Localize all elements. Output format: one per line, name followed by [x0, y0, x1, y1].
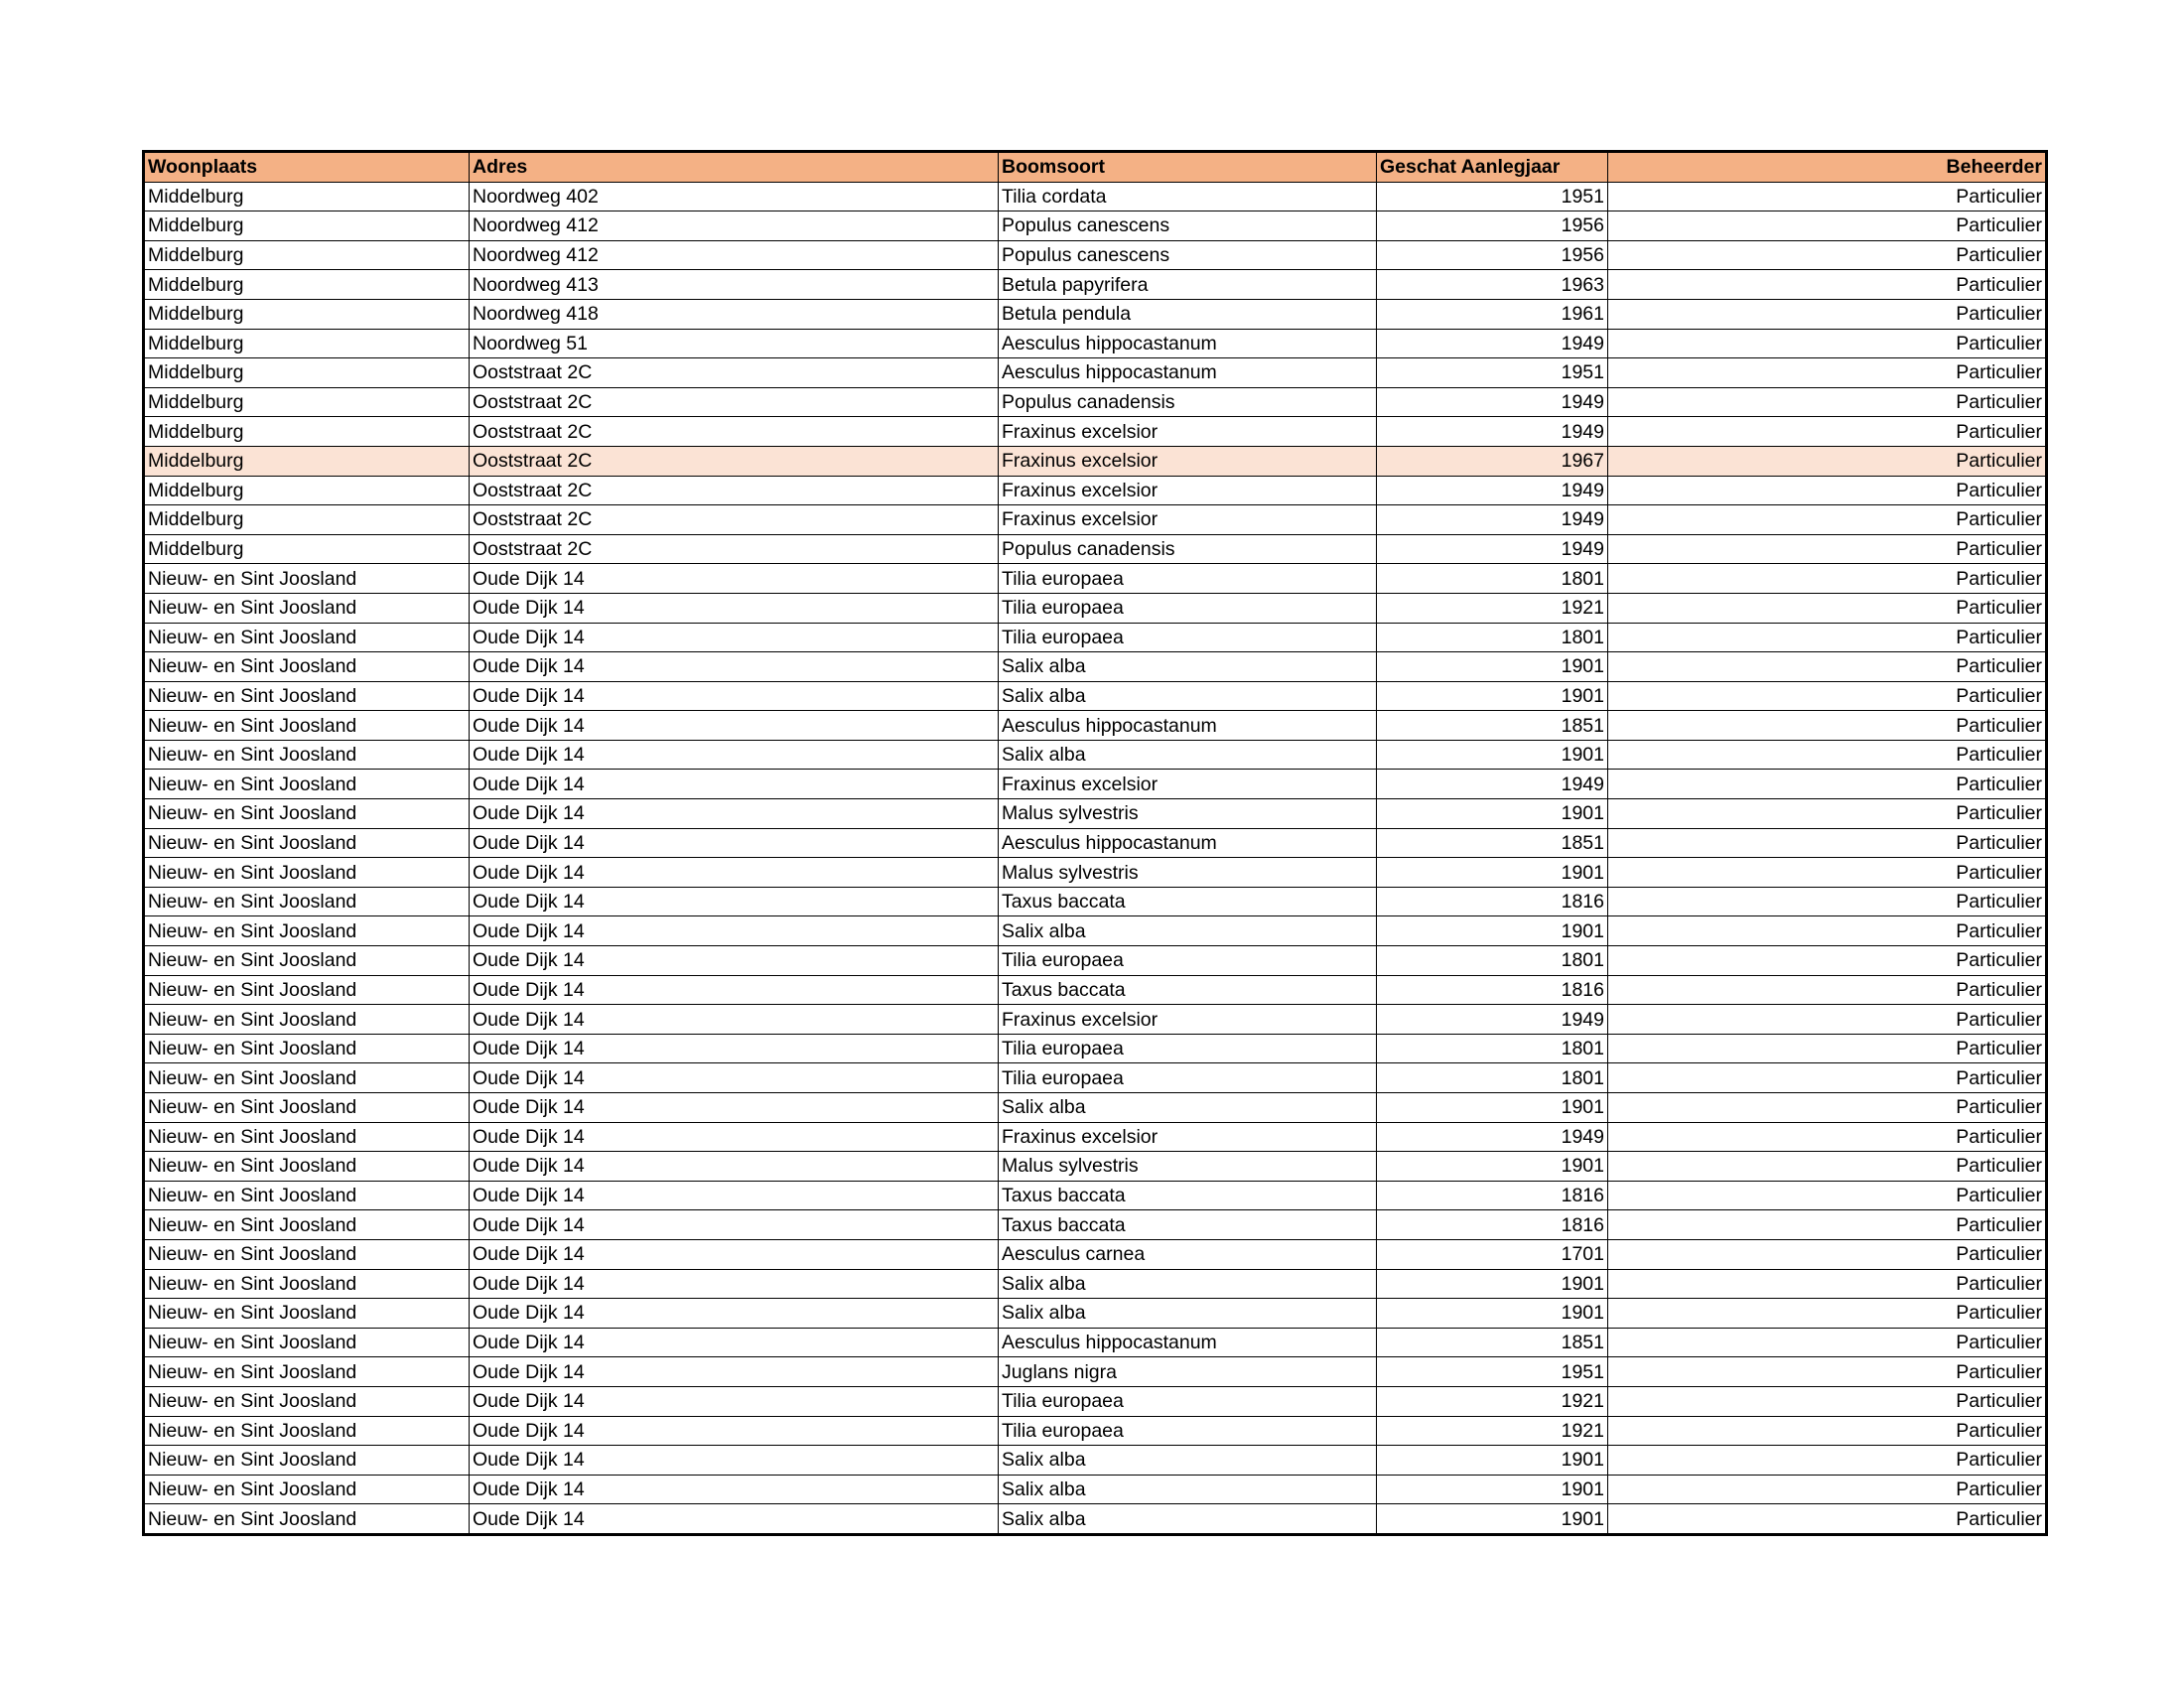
cell-woonplaats: Nieuw- en Sint Joosland [144, 1328, 470, 1357]
cell-adres: Noordweg 412 [470, 240, 999, 270]
cell-woonplaats: Nieuw- en Sint Joosland [144, 1181, 470, 1210]
cell-boomsoort: Salix alba [999, 652, 1377, 682]
cell-boomsoort: Aesculus hippocastanum [999, 329, 1377, 358]
table-row [144, 211, 2047, 241]
cell-adres: Ooststraat 2C [470, 534, 999, 564]
table-row [144, 505, 2047, 535]
table-row [144, 740, 2047, 770]
cell-beheerder: Particulier [1608, 240, 2047, 270]
cell-woonplaats: Nieuw- en Sint Joosland [144, 1005, 470, 1035]
cell-adres: Oude Dijk 14 [470, 1475, 999, 1504]
cell-beheerder: Particulier [1608, 182, 2047, 211]
cell-adres: Oude Dijk 14 [470, 1239, 999, 1269]
cell-boomsoort: Fraxinus excelsior [999, 417, 1377, 447]
cell-adres: Oude Dijk 14 [470, 1152, 999, 1182]
cell-woonplaats: Nieuw- en Sint Joosland [144, 1475, 470, 1504]
cell-boomsoort: Tilia europaea [999, 1034, 1377, 1063]
table-row [144, 1239, 2047, 1269]
cell-adres: Oude Dijk 14 [470, 1005, 999, 1035]
cell-adres: Ooststraat 2C [470, 387, 999, 417]
cell-boomsoort: Salix alba [999, 1475, 1377, 1504]
cell-adres: Ooststraat 2C [470, 417, 999, 447]
cell-adres: Ooststraat 2C [470, 505, 999, 535]
cell-beheerder: Particulier [1608, 299, 2047, 329]
cell-adres: Oude Dijk 14 [470, 799, 999, 829]
cell-aanlegjaar: 1801 [1377, 1034, 1608, 1063]
cell-woonplaats: Middelburg [144, 270, 470, 300]
cell-adres: Oude Dijk 14 [470, 770, 999, 799]
cell-adres: Oude Dijk 14 [470, 916, 999, 946]
cell-beheerder: Particulier [1608, 329, 2047, 358]
cell-beheerder: Particulier [1608, 446, 2047, 476]
cell-woonplaats: Nieuw- en Sint Joosland [144, 652, 470, 682]
cell-boomsoort: Populus canescens [999, 211, 1377, 241]
cell-beheerder: Particulier [1608, 534, 2047, 564]
table-row [144, 828, 2047, 858]
cell-beheerder: Particulier [1608, 564, 2047, 594]
table-row [144, 593, 2047, 623]
cell-boomsoort: Tilia europaea [999, 1416, 1377, 1446]
cell-adres: Oude Dijk 14 [470, 1210, 999, 1240]
cell-adres: Ooststraat 2C [470, 358, 999, 388]
cell-woonplaats: Nieuw- en Sint Joosland [144, 916, 470, 946]
tree-register-table [142, 150, 2048, 1536]
cell-boomsoort: Salix alba [999, 681, 1377, 711]
table-row [144, 623, 2047, 652]
cell-woonplaats: Middelburg [144, 299, 470, 329]
cell-aanlegjaar: 1951 [1377, 1357, 1608, 1387]
cell-woonplaats: Nieuw- en Sint Joosland [144, 858, 470, 888]
cell-boomsoort: Tilia europaea [999, 564, 1377, 594]
cell-aanlegjaar: 1921 [1377, 1386, 1608, 1416]
cell-boomsoort: Tilia europaea [999, 593, 1377, 623]
cell-beheerder: Particulier [1608, 1299, 2047, 1329]
cell-adres: Ooststraat 2C [470, 476, 999, 505]
cell-boomsoort: Fraxinus excelsior [999, 476, 1377, 505]
cell-beheerder: Particulier [1608, 211, 2047, 241]
cell-boomsoort: Salix alba [999, 1504, 1377, 1535]
cell-adres: Oude Dijk 14 [470, 828, 999, 858]
cell-beheerder: Particulier [1608, 828, 2047, 858]
cell-boomsoort: Aesculus carnea [999, 1239, 1377, 1269]
table-row [144, 799, 2047, 829]
table-row [144, 476, 2047, 505]
cell-aanlegjaar: 1901 [1377, 1093, 1608, 1123]
cell-woonplaats: Nieuw- en Sint Joosland [144, 681, 470, 711]
cell-beheerder: Particulier [1608, 887, 2047, 916]
column-header-beheerder: Beheerder [1608, 152, 2047, 183]
cell-woonplaats: Nieuw- en Sint Joosland [144, 1357, 470, 1387]
cell-boomsoort: Fraxinus excelsior [999, 1005, 1377, 1035]
cell-woonplaats: Nieuw- en Sint Joosland [144, 711, 470, 741]
cell-aanlegjaar: 1949 [1377, 417, 1608, 447]
header-row [144, 152, 2047, 183]
cell-aanlegjaar: 1901 [1377, 1152, 1608, 1182]
table-body [144, 182, 2047, 1534]
cell-aanlegjaar: 1901 [1377, 858, 1608, 888]
cell-woonplaats: Middelburg [144, 387, 470, 417]
cell-beheerder: Particulier [1608, 770, 2047, 799]
table-row [144, 1181, 2047, 1210]
cell-boomsoort: Tilia europaea [999, 1063, 1377, 1093]
table-row [144, 1299, 2047, 1329]
cell-boomsoort: Fraxinus excelsior [999, 446, 1377, 476]
cell-aanlegjaar: 1901 [1377, 652, 1608, 682]
cell-woonplaats: Middelburg [144, 534, 470, 564]
cell-beheerder: Particulier [1608, 711, 2047, 741]
cell-aanlegjaar: 1956 [1377, 211, 1608, 241]
table-row [144, 534, 2047, 564]
table-row [144, 446, 2047, 476]
cell-boomsoort: Aesculus hippocastanum [999, 358, 1377, 388]
table-row [144, 1152, 2047, 1182]
cell-aanlegjaar: 1901 [1377, 1269, 1608, 1299]
cell-boomsoort: Malus sylvestris [999, 799, 1377, 829]
cell-beheerder: Particulier [1608, 1181, 2047, 1210]
cell-woonplaats: Middelburg [144, 358, 470, 388]
cell-beheerder: Particulier [1608, 358, 2047, 388]
cell-beheerder: Particulier [1608, 652, 2047, 682]
cell-aanlegjaar: 1801 [1377, 1063, 1608, 1093]
cell-aanlegjaar: 1949 [1377, 505, 1608, 535]
cell-beheerder: Particulier [1608, 1210, 2047, 1240]
cell-boomsoort: Tilia europaea [999, 1386, 1377, 1416]
cell-aanlegjaar: 1816 [1377, 1181, 1608, 1210]
cell-woonplaats: Middelburg [144, 505, 470, 535]
cell-woonplaats: Nieuw- en Sint Joosland [144, 1416, 470, 1446]
cell-aanlegjaar: 1901 [1377, 1299, 1608, 1329]
cell-beheerder: Particulier [1608, 623, 2047, 652]
cell-adres: Oude Dijk 14 [470, 975, 999, 1005]
cell-aanlegjaar: 1949 [1377, 1122, 1608, 1152]
cell-beheerder: Particulier [1608, 1328, 2047, 1357]
cell-aanlegjaar: 1901 [1377, 1446, 1608, 1476]
cell-adres: Oude Dijk 14 [470, 564, 999, 594]
cell-beheerder: Particulier [1608, 476, 2047, 505]
cell-beheerder: Particulier [1608, 740, 2047, 770]
cell-aanlegjaar: 1949 [1377, 534, 1608, 564]
cell-beheerder: Particulier [1608, 417, 2047, 447]
cell-boomsoort: Salix alba [999, 916, 1377, 946]
cell-beheerder: Particulier [1608, 1446, 2047, 1476]
cell-woonplaats: Nieuw- en Sint Joosland [144, 1034, 470, 1063]
cell-beheerder: Particulier [1608, 681, 2047, 711]
column-header-aanlegjaar: Geschat Aanlegjaar [1377, 152, 1608, 183]
cell-woonplaats: Nieuw- en Sint Joosland [144, 770, 470, 799]
cell-woonplaats: Nieuw- en Sint Joosland [144, 1152, 470, 1182]
cell-aanlegjaar: 1961 [1377, 299, 1608, 329]
cell-woonplaats: Middelburg [144, 240, 470, 270]
cell-woonplaats: Nieuw- en Sint Joosland [144, 593, 470, 623]
table-row [144, 182, 2047, 211]
cell-aanlegjaar: 1951 [1377, 358, 1608, 388]
cell-boomsoort: Fraxinus excelsior [999, 770, 1377, 799]
table-row [144, 387, 2047, 417]
cell-adres: Oude Dijk 14 [470, 887, 999, 916]
table-row [144, 1210, 2047, 1240]
cell-aanlegjaar: 1901 [1377, 1504, 1608, 1535]
cell-adres: Oude Dijk 14 [470, 1299, 999, 1329]
cell-beheerder: Particulier [1608, 1504, 2047, 1535]
cell-beheerder: Particulier [1608, 1005, 2047, 1035]
cell-boomsoort: Taxus baccata [999, 975, 1377, 1005]
cell-aanlegjaar: 1901 [1377, 681, 1608, 711]
cell-beheerder: Particulier [1608, 593, 2047, 623]
cell-boomsoort: Salix alba [999, 1093, 1377, 1123]
cell-beheerder: Particulier [1608, 387, 2047, 417]
cell-boomsoort: Taxus baccata [999, 1210, 1377, 1240]
cell-adres: Oude Dijk 14 [470, 1328, 999, 1357]
cell-woonplaats: Nieuw- en Sint Joosland [144, 946, 470, 976]
table-row [144, 887, 2047, 916]
table-row [144, 1475, 2047, 1504]
cell-boomsoort: Populus canescens [999, 240, 1377, 270]
cell-woonplaats: Nieuw- en Sint Joosland [144, 828, 470, 858]
table-row [144, 270, 2047, 300]
cell-beheerder: Particulier [1608, 1063, 2047, 1093]
cell-woonplaats: Nieuw- en Sint Joosland [144, 1063, 470, 1093]
cell-beheerder: Particulier [1608, 1239, 2047, 1269]
cell-boomsoort: Fraxinus excelsior [999, 505, 1377, 535]
table-row [144, 358, 2047, 388]
cell-boomsoort: Aesculus hippocastanum [999, 1328, 1377, 1357]
cell-beheerder: Particulier [1608, 1475, 2047, 1504]
table-row [144, 946, 2047, 976]
table-row [144, 1446, 2047, 1476]
cell-adres: Oude Dijk 14 [470, 1269, 999, 1299]
cell-beheerder: Particulier [1608, 1034, 2047, 1063]
cell-beheerder: Particulier [1608, 975, 2047, 1005]
cell-woonplaats: Middelburg [144, 211, 470, 241]
cell-woonplaats: Nieuw- en Sint Joosland [144, 1504, 470, 1535]
cell-adres: Noordweg 413 [470, 270, 999, 300]
cell-aanlegjaar: 1801 [1377, 946, 1608, 976]
cell-woonplaats: Nieuw- en Sint Joosland [144, 623, 470, 652]
cell-woonplaats: Middelburg [144, 329, 470, 358]
cell-adres: Oude Dijk 14 [470, 1386, 999, 1416]
cell-aanlegjaar: 1949 [1377, 476, 1608, 505]
cell-woonplaats: Nieuw- en Sint Joosland [144, 887, 470, 916]
table-row [144, 1269, 2047, 1299]
cell-aanlegjaar: 1949 [1377, 770, 1608, 799]
cell-boomsoort: Aesculus hippocastanum [999, 828, 1377, 858]
cell-aanlegjaar: 1956 [1377, 240, 1608, 270]
cell-adres: Oude Dijk 14 [470, 1416, 999, 1446]
cell-beheerder: Particulier [1608, 505, 2047, 535]
cell-beheerder: Particulier [1608, 1093, 2047, 1123]
cell-aanlegjaar: 1949 [1377, 329, 1608, 358]
table-row [144, 1416, 2047, 1446]
table-row [144, 1504, 2047, 1535]
table-row [144, 711, 2047, 741]
cell-adres: Noordweg 402 [470, 182, 999, 211]
cell-beheerder: Particulier [1608, 1416, 2047, 1446]
cell-boomsoort: Malus sylvestris [999, 1152, 1377, 1182]
cell-boomsoort: Populus canadensis [999, 534, 1377, 564]
cell-woonplaats: Nieuw- en Sint Joosland [144, 799, 470, 829]
cell-woonplaats: Nieuw- en Sint Joosland [144, 1122, 470, 1152]
cell-boomsoort: Juglans nigra [999, 1357, 1377, 1387]
cell-aanlegjaar: 1816 [1377, 1210, 1608, 1240]
cell-adres: Oude Dijk 14 [470, 1357, 999, 1387]
table-row [144, 858, 2047, 888]
cell-aanlegjaar: 1851 [1377, 1328, 1608, 1357]
table-row [144, 1005, 2047, 1035]
cell-beheerder: Particulier [1608, 858, 2047, 888]
cell-woonplaats: Middelburg [144, 417, 470, 447]
table-row [144, 1357, 2047, 1387]
cell-woonplaats: Nieuw- en Sint Joosland [144, 1386, 470, 1416]
cell-adres: Oude Dijk 14 [470, 1181, 999, 1210]
cell-woonplaats: Middelburg [144, 182, 470, 211]
cell-adres: Noordweg 412 [470, 211, 999, 241]
cell-aanlegjaar: 1901 [1377, 799, 1608, 829]
table-row [144, 975, 2047, 1005]
cell-adres: Oude Dijk 14 [470, 1093, 999, 1123]
table-row [144, 1122, 2047, 1152]
table-row [144, 329, 2047, 358]
cell-boomsoort: Tilia europaea [999, 623, 1377, 652]
cell-adres: Oude Dijk 14 [470, 593, 999, 623]
cell-adres: Oude Dijk 14 [470, 1446, 999, 1476]
cell-adres: Noordweg 51 [470, 329, 999, 358]
cell-beheerder: Particulier [1608, 1357, 2047, 1387]
cell-woonplaats: Middelburg [144, 446, 470, 476]
cell-woonplaats: Nieuw- en Sint Joosland [144, 564, 470, 594]
cell-boomsoort: Tilia cordata [999, 182, 1377, 211]
cell-aanlegjaar: 1949 [1377, 387, 1608, 417]
table-row [144, 417, 2047, 447]
cell-boomsoort: Salix alba [999, 1299, 1377, 1329]
cell-aanlegjaar: 1701 [1377, 1239, 1608, 1269]
cell-woonplaats: Middelburg [144, 476, 470, 505]
cell-beheerder: Particulier [1608, 1152, 2047, 1182]
cell-beheerder: Particulier [1608, 1122, 2047, 1152]
cell-woonplaats: Nieuw- en Sint Joosland [144, 975, 470, 1005]
cell-boomsoort: Taxus baccata [999, 887, 1377, 916]
cell-adres: Oude Dijk 14 [470, 623, 999, 652]
cell-beheerder: Particulier [1608, 946, 2047, 976]
cell-woonplaats: Nieuw- en Sint Joosland [144, 1239, 470, 1269]
cell-aanlegjaar: 1963 [1377, 270, 1608, 300]
cell-boomsoort: Malus sylvestris [999, 858, 1377, 888]
cell-boomsoort: Betula papyrifera [999, 270, 1377, 300]
cell-aanlegjaar: 1901 [1377, 740, 1608, 770]
cell-adres: Oude Dijk 14 [470, 1063, 999, 1093]
cell-adres: Oude Dijk 14 [470, 681, 999, 711]
cell-adres: Oude Dijk 14 [470, 946, 999, 976]
cell-boomsoort: Salix alba [999, 1269, 1377, 1299]
column-header-woonplaats: Woonplaats [144, 152, 470, 183]
table-row [144, 299, 2047, 329]
cell-woonplaats: Nieuw- en Sint Joosland [144, 740, 470, 770]
table-row [144, 1034, 2047, 1063]
cell-aanlegjaar: 1851 [1377, 828, 1608, 858]
table-row [144, 1063, 2047, 1093]
cell-adres: Ooststraat 2C [470, 446, 999, 476]
column-header-boomsoort: Boomsoort [999, 152, 1377, 183]
cell-aanlegjaar: 1949 [1377, 1005, 1608, 1035]
cell-beheerder: Particulier [1608, 1386, 2047, 1416]
cell-boomsoort: Fraxinus excelsior [999, 1122, 1377, 1152]
cell-aanlegjaar: 1801 [1377, 564, 1608, 594]
cell-adres: Oude Dijk 14 [470, 652, 999, 682]
table-row [144, 770, 2047, 799]
cell-beheerder: Particulier [1608, 1269, 2047, 1299]
cell-woonplaats: Nieuw- en Sint Joosland [144, 1210, 470, 1240]
cell-aanlegjaar: 1816 [1377, 975, 1608, 1005]
cell-adres: Oude Dijk 14 [470, 1504, 999, 1535]
cell-boomsoort: Aesculus hippocastanum [999, 711, 1377, 741]
cell-beheerder: Particulier [1608, 916, 2047, 946]
cell-boomsoort: Taxus baccata [999, 1181, 1377, 1210]
table-row [144, 564, 2047, 594]
cell-aanlegjaar: 1951 [1377, 182, 1608, 211]
cell-aanlegjaar: 1816 [1377, 887, 1608, 916]
cell-aanlegjaar: 1851 [1377, 711, 1608, 741]
cell-woonplaats: Nieuw- en Sint Joosland [144, 1299, 470, 1329]
table-row [144, 652, 2047, 682]
cell-adres: Oude Dijk 14 [470, 1034, 999, 1063]
cell-woonplaats: Nieuw- en Sint Joosland [144, 1093, 470, 1123]
cell-boomsoort: Tilia europaea [999, 946, 1377, 976]
cell-adres: Oude Dijk 14 [470, 1122, 999, 1152]
table-row [144, 240, 2047, 270]
cell-woonplaats: Nieuw- en Sint Joosland [144, 1446, 470, 1476]
cell-aanlegjaar: 1901 [1377, 916, 1608, 946]
cell-aanlegjaar: 1801 [1377, 623, 1608, 652]
cell-boomsoort: Populus canadensis [999, 387, 1377, 417]
cell-aanlegjaar: 1967 [1377, 446, 1608, 476]
cell-beheerder: Particulier [1608, 270, 2047, 300]
cell-boomsoort: Betula pendula [999, 299, 1377, 329]
cell-boomsoort: Salix alba [999, 740, 1377, 770]
table-row [144, 916, 2047, 946]
cell-boomsoort: Salix alba [999, 1446, 1377, 1476]
table-row [144, 1093, 2047, 1123]
column-header-adres: Adres [470, 152, 999, 183]
table-row [144, 681, 2047, 711]
cell-adres: Oude Dijk 14 [470, 740, 999, 770]
cell-woonplaats: Nieuw- en Sint Joosland [144, 1269, 470, 1299]
cell-beheerder: Particulier [1608, 799, 2047, 829]
cell-adres: Oude Dijk 14 [470, 711, 999, 741]
cell-aanlegjaar: 1901 [1377, 1475, 1608, 1504]
table-row [144, 1328, 2047, 1357]
cell-aanlegjaar: 1921 [1377, 593, 1608, 623]
table-row [144, 1386, 2047, 1416]
cell-aanlegjaar: 1921 [1377, 1416, 1608, 1446]
cell-adres: Oude Dijk 14 [470, 858, 999, 888]
cell-adres: Noordweg 418 [470, 299, 999, 329]
